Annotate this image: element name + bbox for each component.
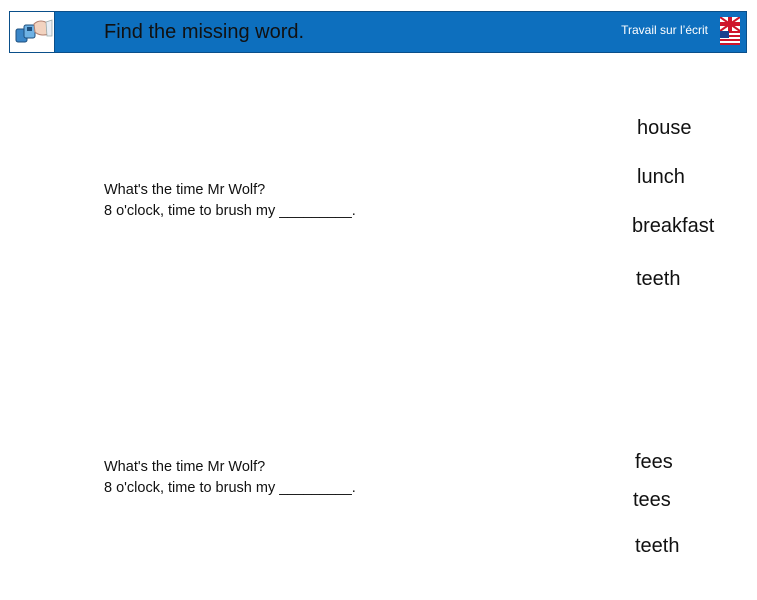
uk-us-flag-icon — [720, 17, 740, 45]
page-title: Find the missing word. — [104, 21, 305, 43]
question-2-line-2: 8 o'clock, time to brush my _________. — [104, 480, 356, 496]
choice-lunch[interactable]: lunch — [637, 166, 685, 188]
section-label: Travail sur l’écrit — [621, 23, 708, 37]
hand-with-card-icon — [10, 12, 54, 52]
choice-house[interactable]: house — [637, 117, 692, 139]
logo — [10, 12, 55, 52]
choice-fees[interactable]: fees — [635, 451, 673, 473]
question-2-line-1: What's the time Mr Wolf? — [104, 459, 266, 475]
question-1 — [104, 180, 356, 222]
choice-teeth-2[interactable]: teeth — [635, 535, 680, 557]
choice-teeth-1[interactable]: teeth — [636, 268, 681, 290]
question-2 — [104, 457, 356, 499]
question-1-line-2: 8 o'clock, time to brush my _________. — [104, 203, 356, 219]
choice-tees[interactable]: tees — [633, 489, 671, 511]
choice-breakfast[interactable]: breakfast — [632, 215, 715, 237]
header-bar — [9, 11, 747, 53]
question-1-line-1: What's the time Mr Wolf? — [104, 182, 266, 198]
